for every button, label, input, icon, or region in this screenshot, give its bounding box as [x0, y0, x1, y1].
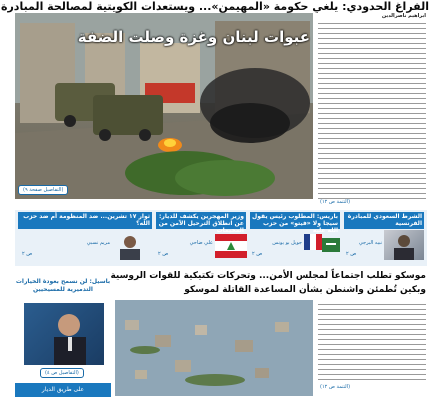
strip-item-1-more[interactable]: ص ٢: [346, 251, 357, 257]
strip-item-4-author: مريم نسبي: [86, 240, 110, 246]
lebanon-flag-icon: [215, 232, 247, 260]
strip-item-2-more[interactable]: ص ٢: [252, 251, 263, 257]
strip-item-1-photo: [384, 230, 424, 260]
strip-item-2-author: جويل بو يونس: [272, 240, 302, 246]
flood-scene-illustration: [115, 300, 313, 396]
strip-item-3-photo: [215, 232, 247, 260]
top-headline: الفراغ الحدودي: يلغي حكومة «المهيمن»... ويستعدات الكويتية لمصالحة المبادرة: [0, 0, 429, 13]
bottom-headline-2: وبكين تُطمئن واشنطن بشأن المساعدة القاتلة لموسكو: [184, 285, 426, 295]
bottom-right-text: [318, 302, 426, 382]
flags-icon: [304, 232, 340, 260]
strip-item-3-author: علي ضاحي: [189, 240, 213, 246]
side-footer: على طريق الديار: [15, 383, 111, 397]
strip-item-4[interactable]: ثوار ١٧ تشرين... ضد المنظومة أم ضد حزب الله؟: [18, 212, 152, 229]
person-portrait-icon: [384, 230, 424, 260]
strip-item-2[interactable]: باريس: المطلوب رئيس يقول سيجا ولا «فيتو» من حزب الله عليه: [250, 212, 340, 229]
bottom-headline-1: موسكو تطلب اجتماعاً لمجلس الأمن... وتحركات تكتيكية للقوات الروسية: [110, 271, 426, 281]
right-column-byline: ابراهيم ناصرالدين: [381, 13, 426, 19]
flood-photo: [115, 300, 313, 396]
side-photo: [24, 303, 104, 365]
strip-item-1-author: نبيه البرجي: [358, 240, 382, 246]
strip-item-3-more[interactable]: ص ٢: [158, 251, 169, 257]
continued-bottom: (التتمة ص ١٢): [320, 384, 351, 390]
person-portrait-icon: [112, 232, 148, 260]
side-title: باسيل: لن نسمح بعودة الخيارات التدميرية للمسيحيين: [15, 278, 111, 293]
right-column-text: [318, 21, 426, 201]
main-photo-caption: (التفاصيل صفحة ٩): [18, 185, 68, 195]
strip-item-4-photo: [112, 232, 148, 260]
continued-top: (التتمة ص ١٢): [320, 199, 351, 205]
strip-item-3[interactable]: وزير المهجرين يكشف للديار: عن انطلاق الترحيل الآمن من المخيمات: [156, 212, 246, 229]
strip-item-2-photo: [304, 232, 340, 260]
person-portrait-icon: [24, 303, 104, 365]
strip-item-4-more[interactable]: ص ٢: [22, 251, 33, 257]
main-photo-title: عبوات لبنان وغزة وصلت الضفة: [77, 28, 310, 46]
strip-item-1[interactable]: الشرط السعودي للمبادرة الفرنسية: [344, 212, 424, 229]
side-caption: (التفاصيل ص ٤): [40, 368, 84, 378]
